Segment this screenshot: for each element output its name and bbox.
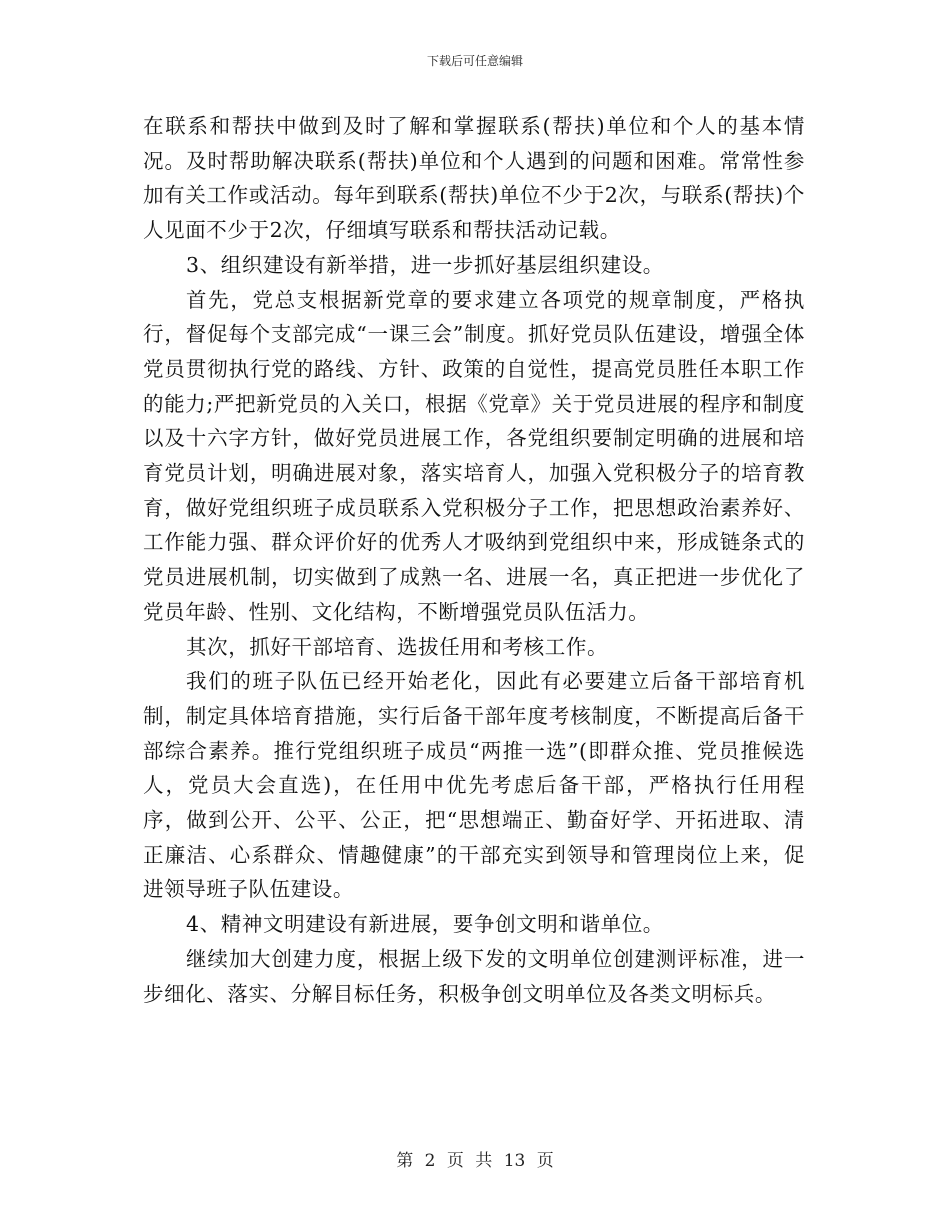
paragraph-6: 4、精神文明建设有新进展，要争创文明和谐单位。 bbox=[186, 912, 664, 937]
paragraph-7: 继续加大创建力度，根据上级下发的文明单位创建测评标准，进一步细化、落实、分解目标任务，积极争创文明单位及各类文明标兵。 bbox=[143, 946, 805, 1006]
paragraph-5: 我们的班子队伍已经开始老化，因此有必要建立后备干部培育机制，制定具体培育措施，实行后备干部年度考核制度，不断提高后备干部综合素养。推行党组织班子成员“两推一选”(即群众推、党员推候选人，党员大会直选)，在任用中优先考虑后备干部，严格执行任用程序，做到公开、公平、公正，把“思想端正、勤奋好学、开拓进取、清正廉洁、心系群众、情趣健康”的干部充实到领导和管理岗位上来，促进领导班子队伍建设。 bbox=[143, 669, 805, 902]
page-header: 下载后可任意编辑 bbox=[426, 54, 523, 68]
paragraph-2: 3、组织建设有新举措，进一步抓好基层组织建设。 bbox=[186, 252, 664, 277]
paragraph-4: 其次，抓好干部培育、选拔任用和考核工作。 bbox=[186, 634, 609, 659]
paragraph-1: 在联系和帮扶中做到及时了解和掌握联系(帮扶)单位和个人的基本情况。及时帮助解决联系(帮扶)单位和个人遇到的问题和困难。常常性参加有关工作或活动。每年到联系(帮扶)单位不少于2次，与联系(帮扶)个人见面不少于2次，仔细填写联系和帮扶活动记载。 bbox=[143, 114, 805, 243]
page-number-footer: 第 2 页 共 13 页 bbox=[396, 1151, 554, 1171]
paragraph-3: 首先，党总支根据新党章的要求建立各项党的规章制度，严格执行，督促每个支部完成“一课三会”制度。抓好党员队伍建设，增强全体党员贯彻执行党的路线、方针、政策的自觉性，提高党员胜任本职工作的能力;严把新党员的入关口，根据《党章》关于党员进展的程序和制度以及十六字方针，做好党员进展工作，各党组织要制定明确的进展和培育党员计划，明确进展对象，落实培育人，加强入党积极分子的培育教育，做好党组织班子成员联系入党积极分子工作，把思想政治素养好、工作能力强、群众评价好的优秀人才吸纳到党组织中来，形成链条式的党员进展机制，切实做到了成熟一名、进展一名，真正把进一步优化了党员年龄、性别、文化结构，不断增强党员队伍活力。 bbox=[143, 287, 805, 624]
document-body bbox=[143, 109, 805, 1011]
